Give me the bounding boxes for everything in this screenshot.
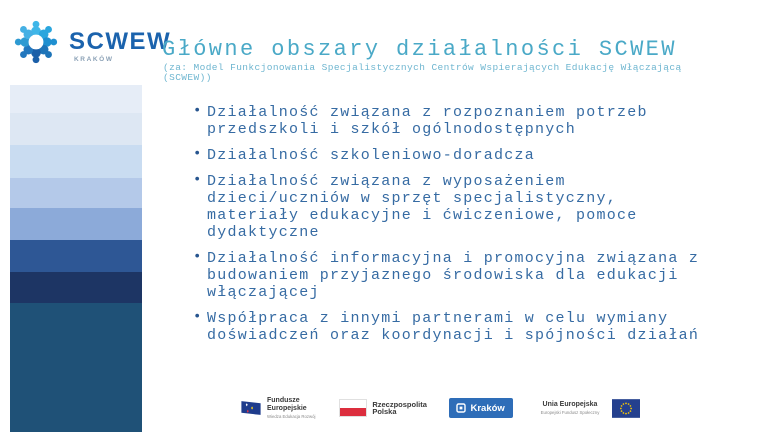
unia-europejska-subtitle: Europejski Fundusz Społeczny (540, 410, 600, 415)
fundusze-europejskie-logo (240, 397, 319, 419)
slide-title: Główne obszary działalności SCWEW (162, 36, 677, 62)
stripe-6 (10, 240, 142, 272)
bullet-item: • Współpraca z innymi partnerami w celu wymiany doświadczeń oraz koordynacji i spójności działań (193, 310, 707, 344)
fundusze-europejskie-flag-icon (240, 400, 262, 416)
stripe-8 (10, 303, 142, 432)
poland-flag-icon (339, 399, 367, 417)
krakow-label: Kraków (470, 402, 505, 414)
stripe-7 (10, 272, 142, 303)
rzeczpospolita-polska-title: Rzeczpospolita Polska (372, 399, 427, 416)
fundusze-europejskie-title: Fundusze Europejskie (267, 397, 307, 412)
slide-subtitle: (za: Model Funkcjonowania Specjalistycznych Centrów Wspierających Edukację Włączającą (SCWEW)) (163, 61, 682, 83)
krakow-logo (449, 398, 513, 418)
scwew-city-label: KRAKÓW (74, 56, 114, 63)
bullet-item: • Działalność związana z wyposażeniem dzieci/uczniów w sprzęt specjalistyczny, materiały edukacyjne i ćwiczeniowe, pomoce dydaktyczne (193, 173, 707, 241)
fundusze-europejskie-subtitle: Wiedza Edukacja Rozwój (267, 413, 316, 419)
eu-flag-icon (612, 399, 640, 418)
stripe-3 (10, 145, 142, 178)
stripe-1 (10, 85, 142, 113)
stripe-5 (10, 208, 142, 240)
rzeczpospolita-polska-logo (339, 399, 428, 417)
stripe-2 (10, 113, 142, 145)
scwew-logo (12, 14, 172, 74)
scwew-wordmark: SCWEW (69, 28, 172, 55)
bullet-list (193, 104, 713, 353)
bullet-item: • Działalność informacyjna i promocyjna związana z budowaniem przyjaznego środowiska dla edukacji włączającej (193, 250, 707, 301)
footer-logos (240, 391, 640, 425)
unia-europejska-logo (533, 399, 640, 418)
unia-europejska-title: Unia Europejska (542, 401, 598, 408)
bullet-item: • Działalność szkoleniowo-doradcza (193, 147, 707, 164)
krakow-emblem-icon (456, 403, 466, 413)
sidebar-color-stripes (10, 85, 142, 432)
stripe-4 (10, 178, 142, 208)
scwew-people-ring-icon (12, 16, 60, 68)
bullet-item: • Działalność związana z rozpoznaniem potrzeb przedszkoli i szkół ogólnodostępnych (193, 104, 707, 138)
